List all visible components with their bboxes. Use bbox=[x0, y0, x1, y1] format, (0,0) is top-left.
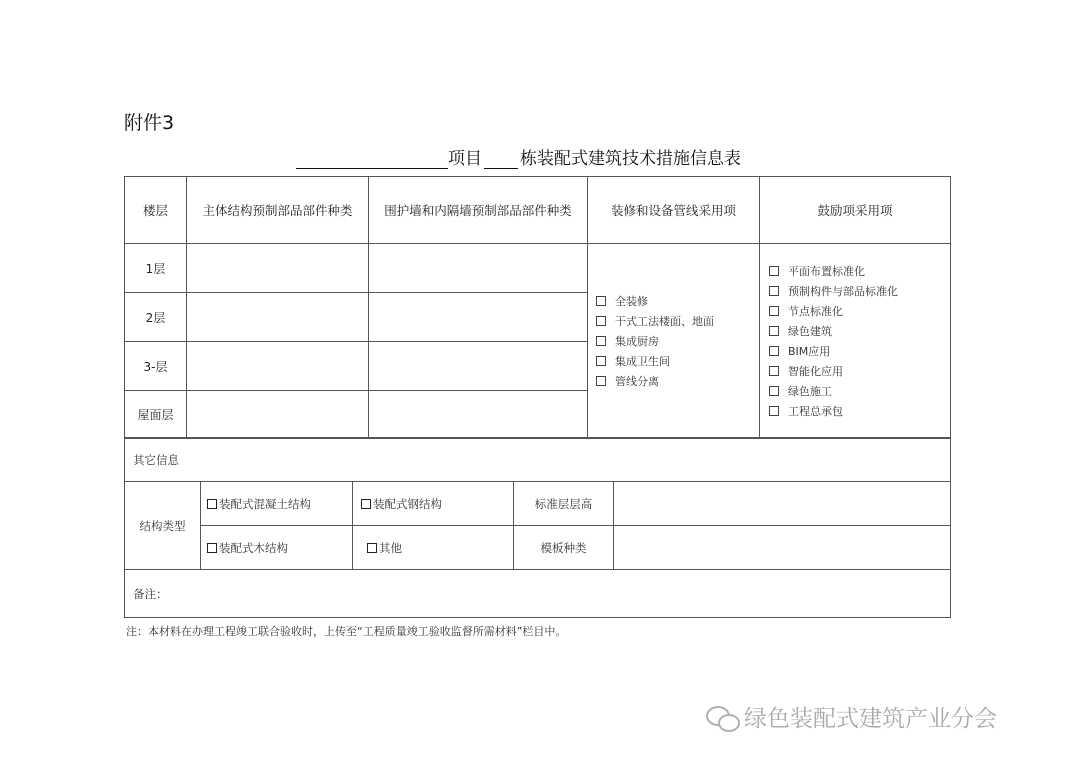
header-main-structure: 主体结构预制部品部件种类 bbox=[187, 177, 369, 244]
decoration-option[interactable]: 集成厨房 bbox=[596, 332, 759, 352]
main-structure-cell[interactable] bbox=[187, 391, 369, 439]
formwork-type-value[interactable] bbox=[614, 526, 951, 570]
checkbox-icon bbox=[361, 499, 371, 509]
footnote: 注：本材料在办理工程竣工联合验收时，上传至“工程质量竣工验收监督所需材料”栏目中。 bbox=[126, 625, 567, 638]
standard-floor-height-label: 标准层层高 bbox=[514, 482, 614, 526]
checkbox-icon bbox=[596, 336, 606, 346]
checkbox-icon bbox=[596, 356, 606, 366]
floor-label: 屋面层 bbox=[125, 391, 187, 439]
checkbox-icon bbox=[769, 306, 779, 316]
formwork-type-label: 模板种类 bbox=[514, 526, 614, 570]
structure-type-label: 结构类型 bbox=[125, 482, 201, 570]
encouraged-option[interactable]: 平面布置标准化 bbox=[769, 262, 950, 282]
info-table bbox=[124, 176, 951, 439]
standard-floor-height-value[interactable] bbox=[614, 482, 951, 526]
structure-option-concrete[interactable]: 装配式混凝土结构 bbox=[201, 482, 353, 526]
checkbox-icon bbox=[207, 499, 217, 509]
other-info-label: 其它信息 bbox=[125, 438, 951, 482]
wechat-icon bbox=[704, 702, 740, 732]
decoration-options-cell bbox=[588, 244, 760, 439]
walls-cell[interactable] bbox=[369, 293, 588, 342]
walls-cell[interactable] bbox=[369, 244, 588, 293]
checkbox-icon bbox=[769, 326, 779, 336]
header-walls: 围护墙和内隔墙预制部品部件种类 bbox=[369, 177, 588, 244]
header-floor: 楼层 bbox=[125, 177, 187, 244]
walls-cell[interactable] bbox=[369, 391, 588, 439]
structure-option-steel[interactable]: 装配式钢结构 bbox=[353, 482, 514, 526]
floor-label: 2层 bbox=[125, 293, 187, 342]
encouraged-option[interactable]: 绿色建筑 bbox=[769, 322, 950, 342]
encouraged-option[interactable]: 预制构件与部品标准化 bbox=[769, 282, 950, 302]
remarks-label: 备注： bbox=[125, 570, 951, 618]
structure-option-other[interactable]: 其他 bbox=[353, 526, 514, 570]
watermark bbox=[704, 700, 997, 733]
decoration-option[interactable]: 干式工法楼面、地面 bbox=[596, 312, 759, 332]
structure-option-wood[interactable]: 装配式木结构 bbox=[201, 526, 353, 570]
project-name-blank[interactable] bbox=[296, 148, 448, 169]
title-part1: 项目 bbox=[448, 149, 482, 169]
checkbox-icon bbox=[769, 366, 779, 376]
checkbox-icon bbox=[769, 266, 779, 276]
header-encouraged: 鼓励项采用项 bbox=[760, 177, 951, 244]
checkbox-icon bbox=[367, 543, 377, 553]
walls-cell[interactable] bbox=[369, 342, 588, 391]
watermark-text: 绿色装配式建筑产业分会 bbox=[744, 706, 997, 732]
header-decoration: 装修和设备管线采用项 bbox=[588, 177, 760, 244]
main-structure-cell[interactable] bbox=[187, 244, 369, 293]
checkbox-icon bbox=[596, 376, 606, 386]
floor-label: 1层 bbox=[125, 244, 187, 293]
checkbox-icon bbox=[596, 316, 606, 326]
decoration-option[interactable]: 管线分离 bbox=[596, 372, 759, 392]
floor-label: 3-层 bbox=[125, 342, 187, 391]
checkbox-icon bbox=[207, 543, 217, 553]
checkbox-icon bbox=[769, 386, 779, 396]
checkbox-icon bbox=[769, 346, 779, 356]
main-structure-cell[interactable] bbox=[187, 342, 369, 391]
encouraged-option[interactable]: 工程总承包 bbox=[769, 402, 950, 422]
encouraged-option[interactable]: 节点标准化 bbox=[769, 302, 950, 322]
form-title bbox=[296, 144, 741, 169]
decoration-option[interactable]: 集成卫生间 bbox=[596, 352, 759, 372]
encouraged-options-cell bbox=[760, 244, 951, 439]
info-table-lower bbox=[124, 437, 951, 618]
attachment-label: 附件3 bbox=[124, 112, 175, 134]
checkbox-icon bbox=[596, 296, 606, 306]
encouraged-option[interactable]: BIM应用 bbox=[769, 342, 950, 362]
checkbox-icon bbox=[769, 406, 779, 416]
title-part2: 栋装配式建筑技术措施信息表 bbox=[520, 149, 741, 169]
main-structure-cell[interactable] bbox=[187, 293, 369, 342]
encouraged-option[interactable]: 智能化应用 bbox=[769, 362, 950, 382]
decoration-option[interactable]: 全装修 bbox=[596, 292, 759, 312]
building-number-blank[interactable] bbox=[484, 148, 518, 169]
encouraged-option[interactable]: 绿色施工 bbox=[769, 382, 950, 402]
checkbox-icon bbox=[769, 286, 779, 296]
